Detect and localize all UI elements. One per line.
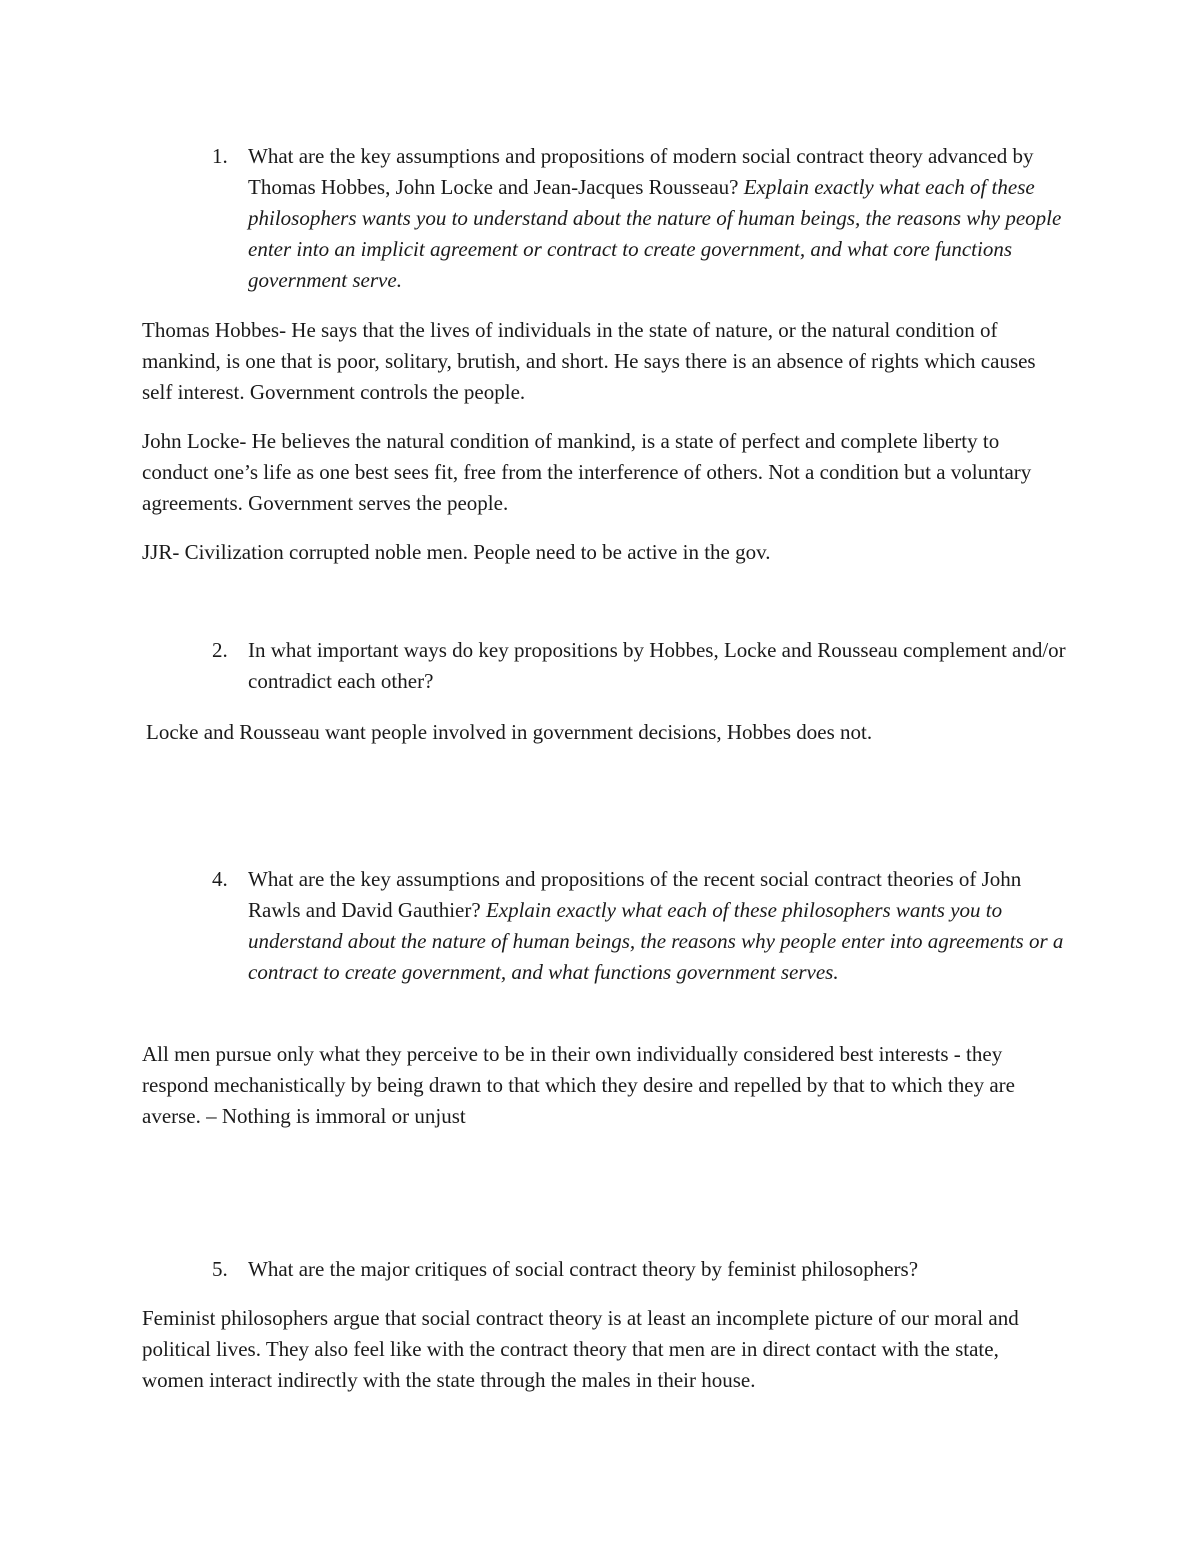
answer-4: All men pursue only what they perceive to be in their own individually considered best interests - they respond mechanistically by being drawn to that which they desire and repelled by that to which they are averse. – Nothing is immoral or unjust [142, 1042, 1015, 1128]
question-text [248, 635, 1078, 697]
answer-hobbes: Thomas Hobbes- He says that the lives of individuals in the state of nature, or the natural condition of mankind, is one that is poor, solitary, brutish, and short. He says there is an absence of rights which causes self interest. Government controls the people. [142, 318, 1036, 404]
question-text [248, 141, 1078, 296]
question-text [248, 864, 1078, 988]
question-text [248, 1254, 1078, 1285]
question-emphasis: Explain exactly what each of these philosophers wants you to understand about the nature of human beings, the reasons why people enter into agreements or a contract to create government, and what functions government serves. [248, 898, 1064, 984]
answer-rousseau: JJR- Civilization corrupted noble men. People need to be active in the gov. [142, 540, 771, 564]
question-prompt: What are the key assumptions and propositions of the recent social contract theories of John Rawls and David Gauthier? [248, 867, 1022, 922]
answer-5: Feminist philosophers argue that social contract theory is at least an incomplete picture of our moral and political lives. They also feel like with the contract theory that men are in direct contact with the state, women interact indirectly with the state through the males in their house. [142, 1306, 1019, 1392]
answer-locke: John Locke- He believes the natural condition of mankind, is a state of perfect and complete liberty to conduct one’s life as one best sees fit, free from the interference of others. Not a condition but a voluntary agreements. Government serves the people. [142, 429, 1032, 515]
question-number: 4. [212, 867, 228, 891]
question-number: 1. [212, 144, 228, 168]
question-number: 2. [212, 638, 228, 662]
question-prompt: In what important ways do key propositions by Hobbes, Locke and Rousseau complement and/or contradict each other? [248, 638, 1066, 693]
question-emphasis: Explain exactly what each of these philosophers wants you to understand about the nature of human beings, the reasons why people enter into an implicit agreement or contract to create government, and what core functions government serve. [248, 175, 1062, 292]
question-number: 5. [212, 1257, 228, 1281]
answer-2: Locke and Rousseau want people involved in government decisions, Hobbes does not. [146, 720, 873, 744]
question-prompt: What are the key assumptions and propositions of modern social contract theory advanced by Thomas Hobbes, John Locke and Jean-Jacques Rousseau? [248, 144, 1034, 199]
question-prompt: What are the major critiques of social contract theory by feminist philosophers? [248, 1257, 919, 1281]
